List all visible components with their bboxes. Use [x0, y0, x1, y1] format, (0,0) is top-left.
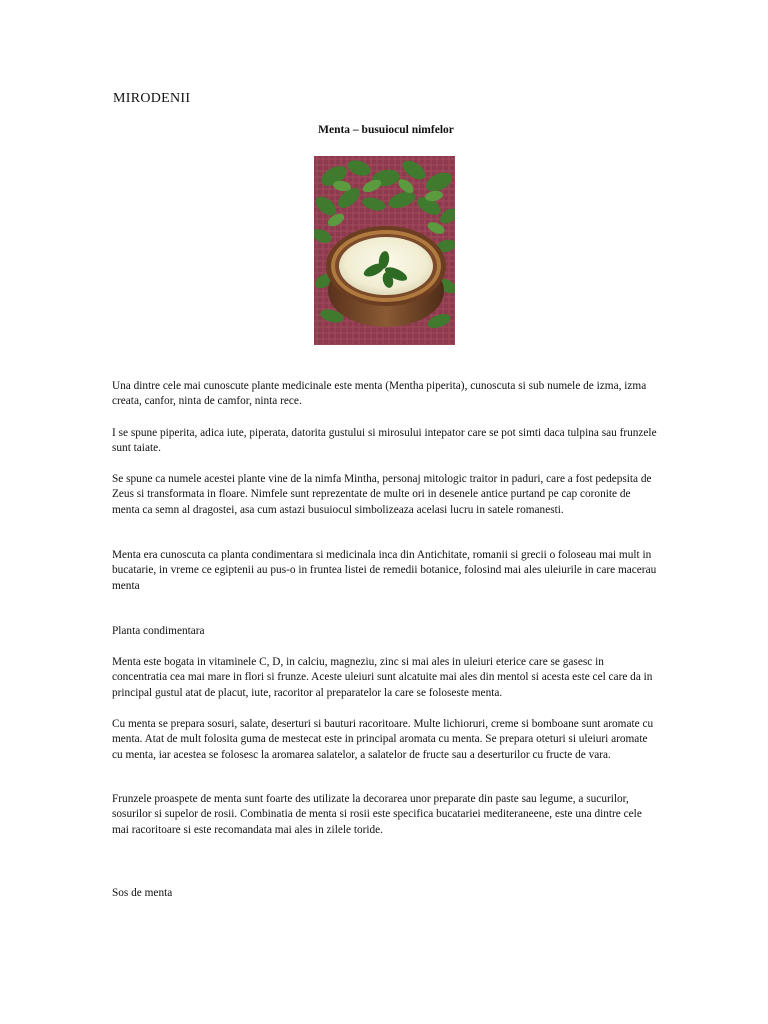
piperita-paragraph: I se spune piperita, adica iute, piperata, datorita gustului si mirosului intepator care se pot simti daca tulpina sau frunzele sunt taiate. — [112, 427, 657, 455]
page-header: MIRODENII — [113, 91, 191, 106]
history-paragraph: Menta era cunoscuta ca planta condimentara si medicinala inca din Antichitate, romanii si grecii o foloseau mai mult in bucatarie, in vreme ce egiptenii au pus-o in fruntea listei de remedii botanice, folosind mai ales uleiurile in care macerau menta — [112, 549, 657, 592]
decoration-paragraph: Frunzele proaspete de menta sunt foarte des utilizate la decorarea unor preparate din paste sau legume, a sucurilor, sosurilor si supelor de rosii. Combinatia de menta si rosii este specifica bucatariei mediteraneene, este una dintre cele mai racoritoare si este recomandata mai ales in zilele toride. — [112, 793, 642, 836]
article-title: Menta – busuiocul nimfelor — [318, 124, 454, 136]
mint-sauce-bowl-photo — [314, 156, 455, 345]
myth-paragraph: Se spune ca numele acestei plante vine de la nimfa Mintha, personaj mitologic traitor in paduri, care a fost pedepsita de Zeus si transformata in floare. Nimfele sunt reprezentate de multe ori in desenele antice purtand pe cap coronite de menta ca semn al dragostei, asa cum astazi busuiocul simbolizeaza acelasi lucru in satele romanesti. — [112, 473, 652, 516]
vitamins-paragraph: Menta este bogata in vitaminele C, D, in calciu, magneziu, zinc si mai ales in uleiuri eterice care se gasesc in concentratia cea mai mare in flori si frunze. Aceste uleiuri sunt alcatuite mai ales din mentol si acesta este cel care da in principal gustul atat de placut, iute, racoritor al preparatelor la care se foloseste menta. — [112, 656, 653, 699]
section-heading-sauce: Sos de menta — [112, 887, 173, 899]
intro-paragraph: Una dintre cele mai cunoscute plante medicinale este menta (Mentha piperita), cunoscuta si sub numele de izma, izma creata, canfor, ninta de camfor, ninta rece. — [112, 380, 647, 408]
uses-paragraph: Cu menta se prepara sosuri, salate, deserturi si bauturi racoritoare. Multe lichioruri, creme si bomboane sunt aromate cu menta. Atat de mult folosita guma de mestecat este in principal aromata cu menta. Se prepara oteturi si uleiuri aromate cu menta, iar acestea se folosesc la aromarea salatelor, a salatelor de fructe sau a deserturilor cu fructe de vara. — [112, 718, 654, 761]
section-heading-condiment: Planta condimentara — [112, 625, 205, 637]
